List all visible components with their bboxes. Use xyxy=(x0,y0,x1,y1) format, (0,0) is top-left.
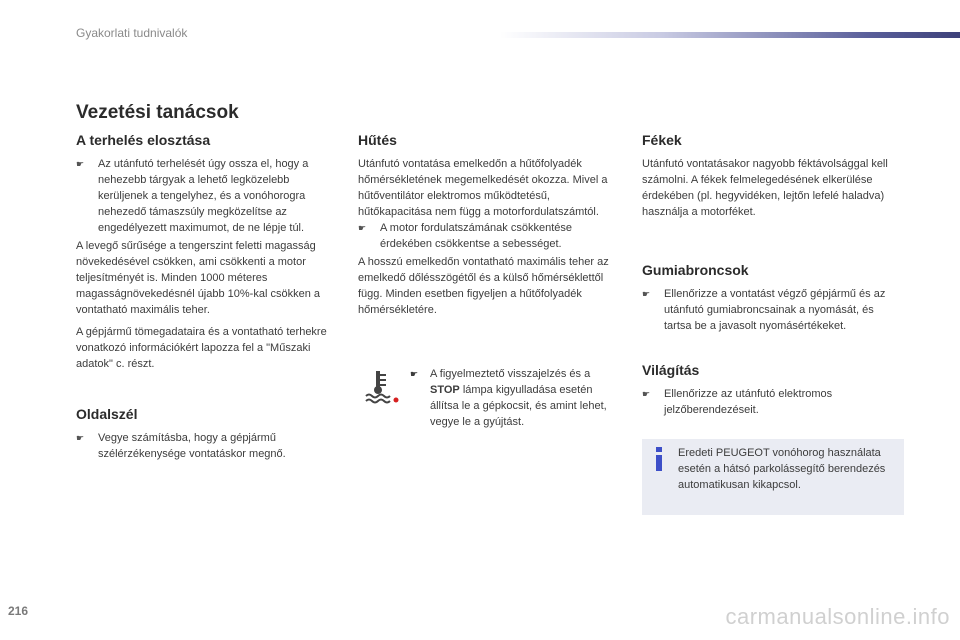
info-icon xyxy=(652,447,666,471)
arrow-bullet-icon: ☛ xyxy=(358,223,367,233)
arrow-bullet-icon: ☛ xyxy=(642,389,651,399)
bullet-text: Ellenőrizze a vontatást végző gépjármű és az utánfutó gumiabroncsainak a nyomását, és tartsa be a javasolt nyomásértékeket. xyxy=(664,288,886,332)
warning-text xyxy=(410,366,612,430)
crosswind-section xyxy=(76,406,338,464)
stop-label: STOP xyxy=(430,384,460,396)
list-item xyxy=(642,386,904,418)
brakes-title: Fékek xyxy=(642,132,682,148)
bullet-text: Ellenőrizze az utánfutó elektromos jelzőberendezéseit. xyxy=(664,388,833,416)
section-header: Gyakorlati tudnivalók xyxy=(76,26,188,40)
warning-text-post: lámpa kigyulladása esetén állítsa le a gépkocsit, és amint lehet, vegye le a gyújtást. xyxy=(430,384,607,428)
arrow-bullet-icon: ☛ xyxy=(76,433,85,443)
tech-data-paragraph: A gépjármű tömegadataira és a vontatható terhekre vonatkozó információkért lapozza fel a "Műszaki adatok" c. részt. xyxy=(76,326,327,370)
bullet-text: Az utánfutó terhelését úgy ossza el, hogy a nehezebb tárgyak a lehető legközelebb kerüljenek a tengelyhez, és a vonóhorogra nehezedő támaszsúly megközelítse az engedélyezett maximumot, de ne lépje túl. xyxy=(98,158,309,234)
load-distribution-title: A terhelés elosztása xyxy=(76,132,211,148)
info-text: Eredeti PEUGEOT vonóhorog használata esetén a hátsó parkolássegítő berendezés automatikusan kikapcsol. xyxy=(678,447,886,491)
watermark: carmanualsonline.info xyxy=(725,604,950,629)
coolant-temperature-icon xyxy=(362,366,402,406)
tyres-title: Gumiabroncsok xyxy=(642,262,749,278)
page-title: Vezetési tanácsok xyxy=(76,102,239,123)
load-distribution-section xyxy=(76,132,338,378)
altitude-paragraph: A levegő sűrűsége a tengerszint feletti magasság növekedésével csökken, ami csökkenti a motor teljesítményét is. Minden 1000 méteres magasságnövekedésnél újabb 10%-kal csökken a vontatható maximális teher. xyxy=(76,240,320,316)
list-item xyxy=(76,156,338,236)
list-item xyxy=(76,430,338,462)
cooling-title: Hűtés xyxy=(358,132,397,148)
bullet-text: A motor fordulatszámának csökkentése érdekében csökkentse a sebességet. xyxy=(380,222,572,250)
list-item xyxy=(642,286,904,334)
arrow-bullet-icon: ☛ xyxy=(642,289,651,299)
list-item xyxy=(358,220,610,252)
brakes-paragraph: Utánfutó vontatásakor nagyobb féktávolsággal kell számolni. A fékek felmelegedésének elkerülése érdekében (pl. hegyvidéken, lejtőn lefelé haladva) használja a motorféket. xyxy=(642,158,888,218)
bullet-text: Vegye számításba, hogy a gépjármű szélérzékenysége vontatáskor megnő. xyxy=(98,432,286,460)
page-number: 216 xyxy=(8,604,29,618)
crosswind-title: Oldalszél xyxy=(76,406,138,422)
tyres-section xyxy=(642,262,904,336)
cooling-section xyxy=(358,132,610,324)
info-note xyxy=(642,439,904,515)
lighting-section xyxy=(642,362,904,420)
brakes-section xyxy=(642,132,904,226)
header-bar xyxy=(500,32,960,38)
lighting-title: Világítás xyxy=(642,362,700,378)
cooling-paragraph-2: A hosszú emelkedőn vontatható maximális teher az emelkedő dőlésszögétől és a külső hőmérséklettől függ. Minden esetben figyeljen a hűtőfolyadék hőmérsékletére. xyxy=(358,256,609,316)
coolant-warning xyxy=(362,366,612,430)
arrow-bullet-icon: ☛ xyxy=(410,369,419,379)
arrow-bullet-icon: ☛ xyxy=(76,159,85,169)
cooling-paragraph-1: Utánfutó vontatása emelkedőn a hűtőfolyadék hőmérsékletének megemelkedését okozza. Mivel a hűtőventilátor elektromos működtetésű, hűtőkapacitása nem függ a motorfordulatszámtól. xyxy=(358,158,608,218)
warning-text-pre: A figyelmeztető visszajelzés és a xyxy=(430,368,591,380)
